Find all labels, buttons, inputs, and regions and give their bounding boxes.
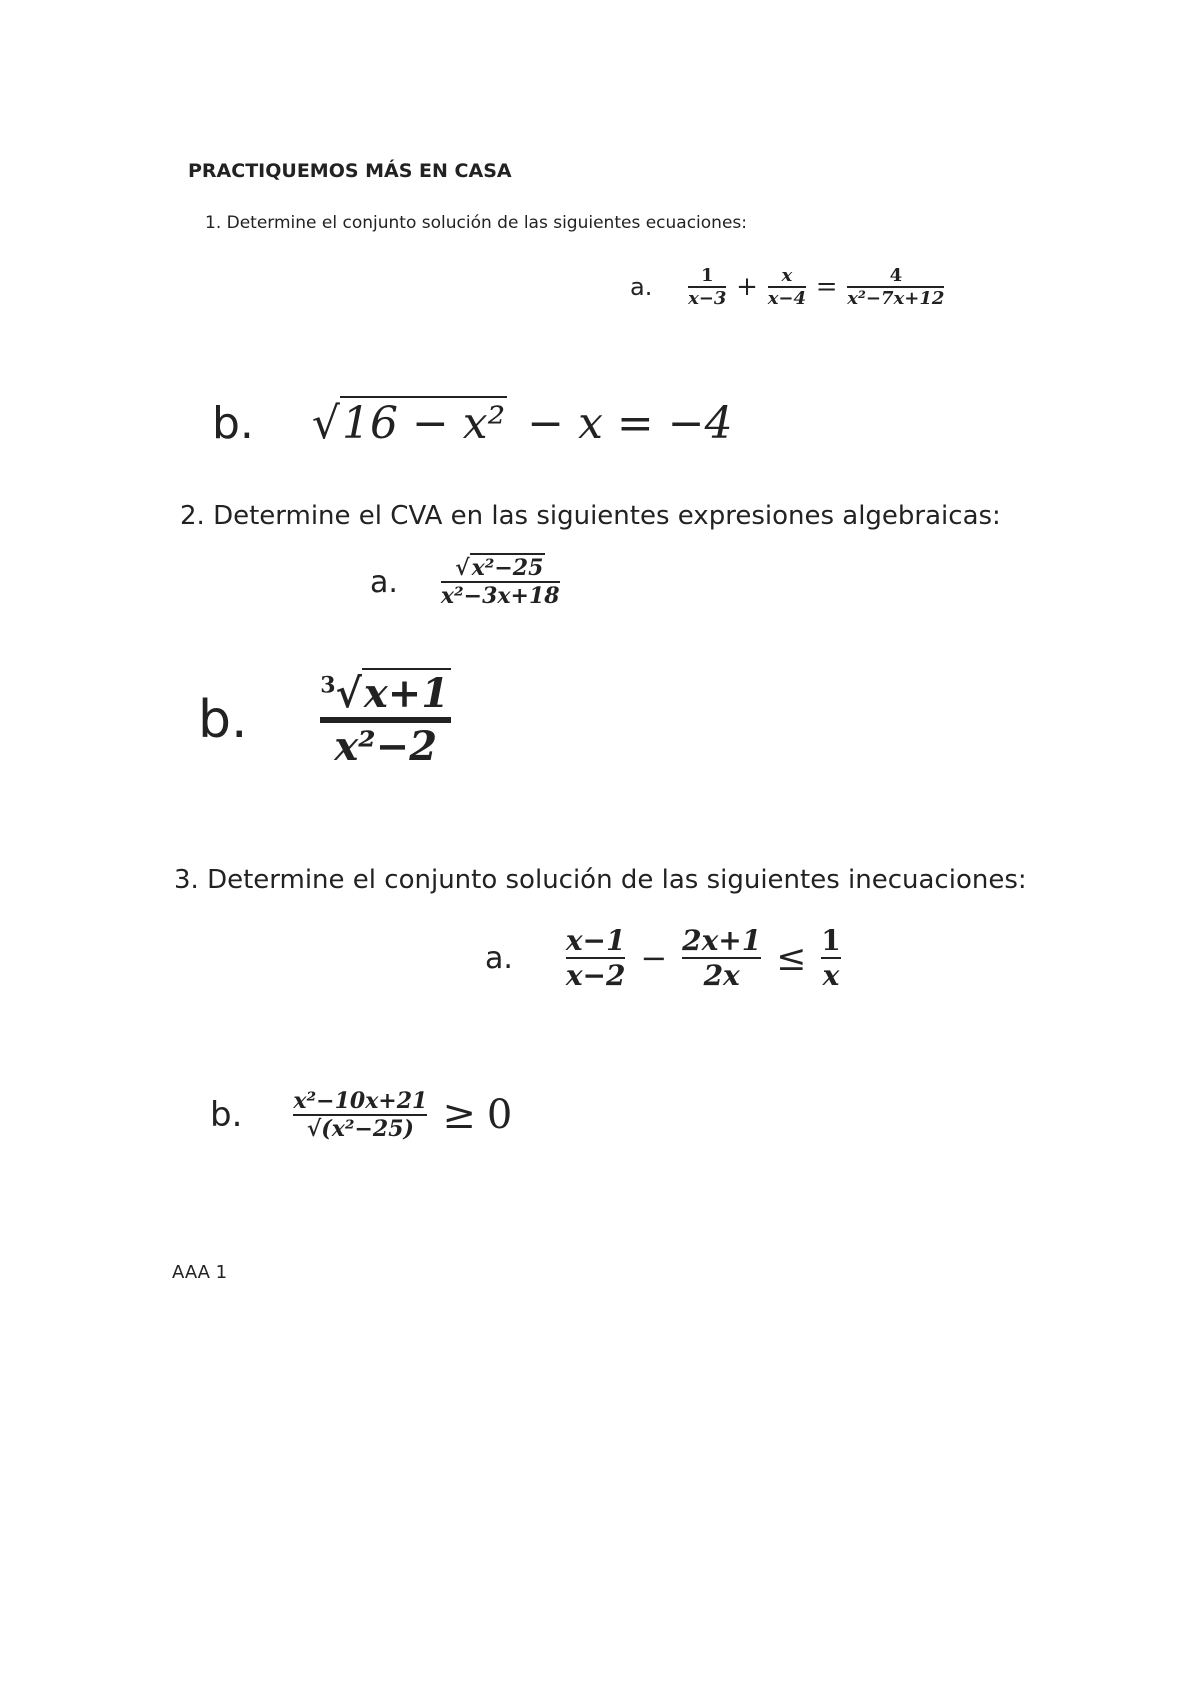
section-3-heading: 3. Determine el conjunto solución de las siguientes inecuaciones: (174, 865, 1027, 895)
equation-rest: − x = −4 (527, 398, 733, 449)
leq-sign: ≤ (776, 937, 807, 979)
item-label: a. (485, 940, 513, 976)
fraction: $\frac{1}{x-3}$ (688, 265, 727, 309)
equation-1b (212, 398, 733, 449)
fraction: $\frac{x-1}{x-2}$ (565, 924, 626, 992)
item-label: a. (370, 564, 398, 600)
root-index: 3 (320, 672, 336, 699)
plus-sign: + (736, 272, 758, 302)
fraction: $\frac{2x+1}{2x}$ (682, 924, 762, 992)
item-label: a. (630, 273, 653, 301)
fraction: $\frac{\text{√x²−25}}{\text{x²−3x+18}}$ (440, 555, 560, 609)
fraction: $\frac{x}{x-4}$ (767, 265, 807, 309)
expression-2b (198, 670, 451, 770)
fraction: $\frac{4}{\text{x²−7x+12}}$ (847, 265, 945, 309)
minus-sign: − (640, 939, 668, 977)
inequality-3a (485, 924, 841, 992)
section-1-heading: 1. Determine el conjunto solución de las siguientes ecuaciones: (205, 213, 747, 233)
expression-2a (370, 555, 560, 609)
rhs-value: 0 (486, 1092, 513, 1138)
geq-sign: ≥ (442, 1092, 476, 1138)
section-2-heading: 2. Determine el CVA en las siguientes expresiones algebraicas: (180, 501, 1001, 531)
fraction: $\frac{1}{x}$ (821, 924, 841, 992)
item-label: b. (210, 1095, 243, 1135)
equation-1a (630, 265, 944, 309)
page-title: PRACTIQUEMOS MÁS EN CASA (188, 160, 512, 182)
footer-text: AAA 1 (172, 1262, 228, 1283)
item-label: b. (198, 690, 248, 750)
radical-sign: √ (311, 398, 340, 449)
equals-sign: = (815, 272, 838, 302)
inequality-3b (210, 1088, 512, 1142)
fraction: $^3$√x+1 x²−2 (320, 670, 450, 770)
item-label: b. (212, 398, 254, 449)
radicand: 16 − x² (341, 398, 506, 449)
fraction: $\frac{\text{x²−10x+21}}{\text{√(x²−25)}}$ (293, 1088, 428, 1142)
